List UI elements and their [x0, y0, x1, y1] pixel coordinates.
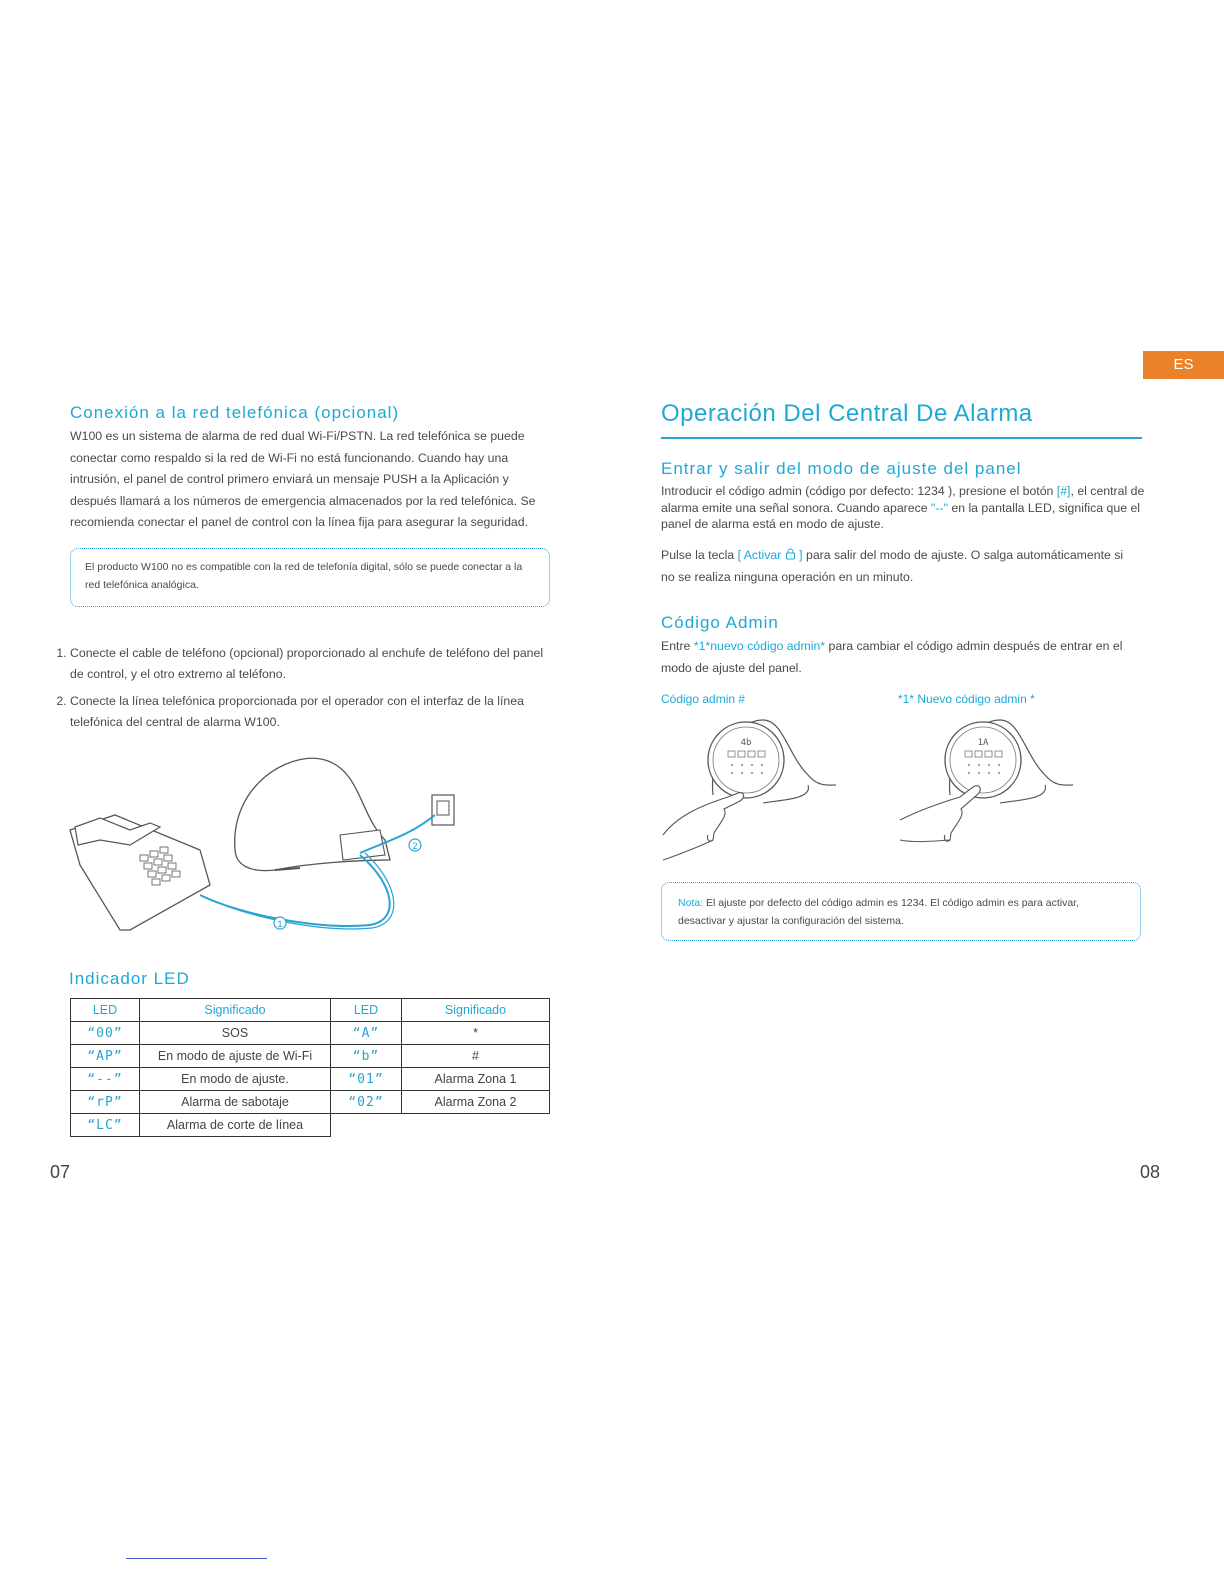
admin-code-title: Código Admin [661, 613, 779, 632]
led-indicator-title: Indicador LED [69, 969, 190, 988]
led-code: “--” [71, 1068, 140, 1091]
table-row [71, 1091, 550, 1114]
svg-text:1: 1 [277, 919, 283, 929]
caption-admin-code: Código admin # [661, 692, 746, 706]
led-code: “02” [331, 1091, 402, 1114]
header-led-2: LED [331, 999, 402, 1022]
led-code: “00” [71, 1022, 140, 1045]
table-row [71, 1045, 550, 1068]
title-underline [661, 437, 1142, 439]
led-meaning: # [402, 1045, 550, 1068]
hash-key: [#] [1056, 484, 1071, 498]
led-code: “b” [331, 1045, 402, 1068]
admin-code-sequence: *1*nuevo código admin* [693, 639, 826, 653]
connection-steps [54, 643, 554, 739]
led-meaning: En modo de ajuste. [140, 1068, 331, 1091]
led-code: “LC” [71, 1114, 140, 1137]
compatibility-note-text: El producto W100 no es compatible con la red de telefonía digital, sólo se puede conectar a la red telefónica analógica. [85, 561, 523, 591]
table-row [71, 1022, 550, 1045]
exit-setup-paragraph: Pulse la tecla [ Activar ] para salir del modo de ajuste. O salga automáticamente si no se realiza ninguna operación en un minuto. [661, 548, 1124, 584]
page-number-right: 08 [1140, 1162, 1161, 1182]
svg-text:4b: 4b [740, 738, 752, 748]
led-code: “01” [331, 1068, 402, 1091]
led-meaning: Alarma de sabotaje [140, 1091, 331, 1114]
led-table [70, 998, 550, 1137]
hand-drawing [900, 786, 980, 842]
hand-drawing [663, 793, 744, 842]
dash-display: "--" [931, 500, 948, 515]
admin-code-note [661, 882, 1141, 941]
page-number-left: 07 [50, 1162, 71, 1182]
setup-mode-paragraph: Introducir el código admin (código por defecto: 1234 ), presione el botón [#], el central de alarma emite una señal sonora. Cuando aparece "--" en la pantalla LED, significa que el panel de alarma está en modo de ajuste. [661, 484, 1145, 531]
table-row [71, 1068, 550, 1091]
header-led: LED [71, 999, 140, 1022]
admin-code-paragraph: Entre *1*nuevo código admin* para cambiar el código admin después de entrar en el modo de ajuste del panel. [661, 639, 1123, 675]
activate-key: [ Activar ] [737, 548, 803, 562]
keypad-illustration-admin [658, 715, 843, 865]
keypad-illustration-new-admin [895, 715, 1080, 865]
footer-link-underline [126, 1558, 267, 1559]
compatibility-note [70, 548, 550, 607]
caption-new-admin-code: *1* Nuevo código admin * [898, 692, 1035, 706]
led-meaning: Alarma de corte de línea [140, 1114, 331, 1137]
setup-mode-title: Entrar y salir del modo de ajuste del panel [661, 459, 1022, 478]
svg-text:1A: 1A [977, 738, 989, 748]
led-code: “A” [331, 1022, 402, 1045]
note-label: Nota: [678, 897, 704, 909]
led-meaning: Alarma Zona 1 [402, 1068, 550, 1091]
language-tab: ES [1143, 351, 1224, 379]
led-meaning: En modo de ajuste de Wi-Fi [140, 1045, 331, 1068]
led-meaning: * [402, 1022, 550, 1045]
led-meaning: SOS [140, 1022, 331, 1045]
phone-connection-diagram [60, 745, 480, 945]
led-code: “rP” [71, 1091, 140, 1114]
svg-text:2: 2 [412, 841, 418, 851]
table-row [71, 1114, 550, 1137]
lock-icon [785, 548, 796, 560]
table-header-row [71, 999, 550, 1022]
header-meaning: Significado [140, 999, 331, 1022]
step-1: 1. Conecte el cable de teléfono (opcional) proporcionado al enchufe de teléfono del panel de control, y el otro extremo al teléfono. [70, 643, 554, 685]
header-meaning-2: Significado [402, 999, 550, 1022]
phone-connection-paragraph: W100 es un sistema de alarma de red dual Wi-Fi/PSTN. La red telefónica se puede conectar como respaldo si la red de Wi-Fi no está funcionando. Cuando hay una intrusión, el panel de control primero enviará un mensaje PUSH a la Aplicación y después llamará a los números de emergencia almacenados por la red telefónica. Se recomienda conectar el panel de control con la línea fija para asegurar la seguridad. [70, 429, 536, 529]
step-2: 2. Conecte la línea telefónica proporcionada por el operador con el interfaz de la línea telefónica del central de alarma W100. [70, 691, 554, 733]
led-meaning: Alarma Zona 2 [402, 1091, 550, 1114]
note-text: El ajuste por defecto del código admin es 1234. El código admin es para activar, desactivar y ajustar la configuración del sistema. [678, 897, 1080, 927]
page-title: Operación Del Central De Alarma [661, 400, 1033, 427]
led-code: “AP” [71, 1045, 140, 1068]
phone-connection-title: Conexión a la red telefónica (opcional) [70, 403, 400, 422]
